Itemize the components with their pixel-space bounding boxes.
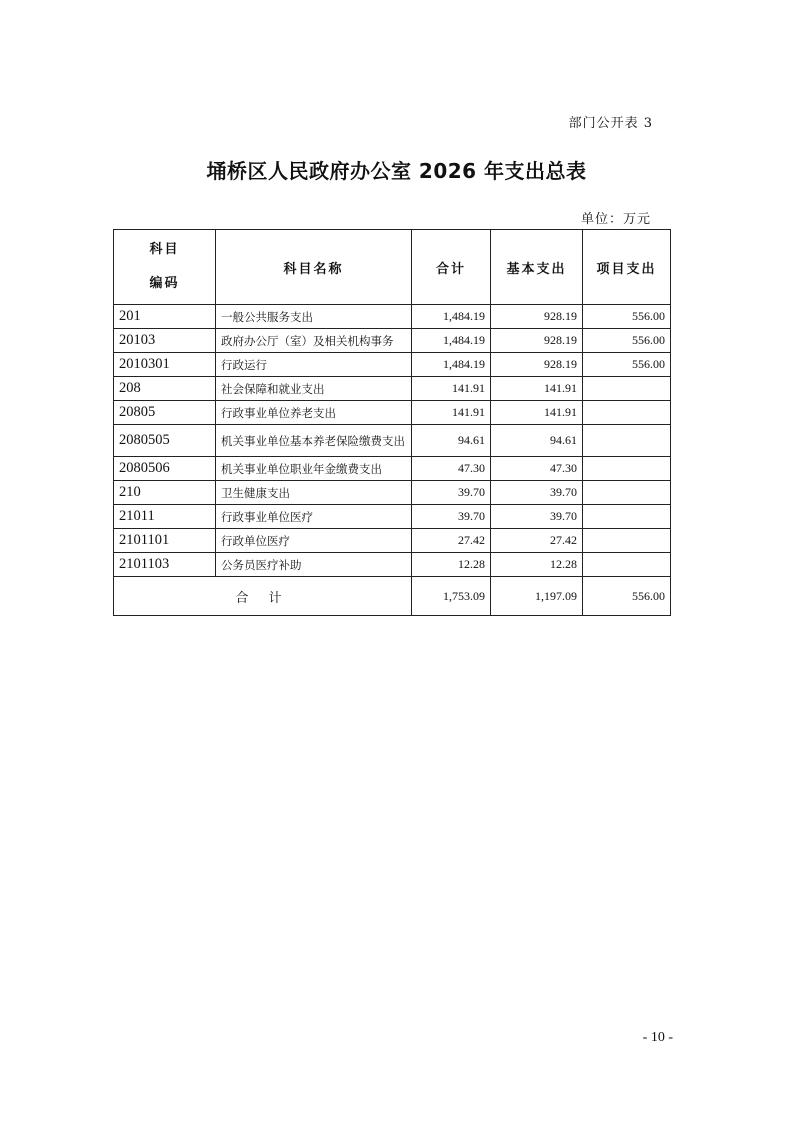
- expenditure-table: [113, 229, 671, 616]
- row-name: 行政单位医疗: [216, 529, 412, 553]
- row-basic: 928.19: [491, 305, 583, 329]
- row-name: 行政运行: [216, 353, 412, 377]
- row-code: 2010301: [114, 353, 216, 377]
- row-basic: 928.19: [491, 329, 583, 353]
- row-basic: 928.19: [491, 353, 583, 377]
- table-row: [114, 529, 671, 553]
- row-code: 2101103: [114, 553, 216, 577]
- row-total: 39.70: [412, 505, 491, 529]
- row-project: 556.00: [583, 305, 671, 329]
- row-code: 2080506: [114, 457, 216, 481]
- header-subject-name: 科目名称: [216, 230, 412, 305]
- row-project: [583, 529, 671, 553]
- row-project: [583, 401, 671, 425]
- page-number: - 10 -: [642, 1030, 673, 1045]
- row-name: 机关事业单位职业年金缴费支出: [216, 457, 412, 481]
- row-name: 行政事业单位医疗: [216, 505, 412, 529]
- total-row: [114, 577, 671, 616]
- table-row: [114, 353, 671, 377]
- row-name: 公务员医疗补助: [216, 553, 412, 577]
- table-header-row: [114, 230, 671, 305]
- row-code: 20805: [114, 401, 216, 425]
- total-label: 合 计: [114, 577, 412, 616]
- row-total: 94.61: [412, 425, 491, 457]
- row-basic: 94.61: [491, 425, 583, 457]
- header-total: 合计: [412, 230, 491, 305]
- row-name: 机关事业单位基本养老保险缴费支出: [216, 425, 412, 457]
- row-basic: 39.70: [491, 505, 583, 529]
- header-project: 项目支出: [583, 230, 671, 305]
- row-name: 一般公共服务支出: [216, 305, 412, 329]
- row-code: 20103: [114, 329, 216, 353]
- table-row: [114, 401, 671, 425]
- row-total: 1,484.19: [412, 353, 491, 377]
- row-name: 行政事业单位养老支出: [216, 401, 412, 425]
- table-row: [114, 305, 671, 329]
- row-code: 21011: [114, 505, 216, 529]
- header-code-bottom: 编码: [149, 276, 180, 291]
- row-basic: 12.28: [491, 553, 583, 577]
- page-title: 埇桥区人民政府办公室 2026 年支出总表: [206, 159, 587, 183]
- table-row: [114, 377, 671, 401]
- unit-label: 单位：万元: [580, 212, 651, 227]
- table-row: [114, 481, 671, 505]
- row-basic: 47.30: [491, 457, 583, 481]
- table-row: [114, 425, 671, 457]
- row-code: 208: [114, 377, 216, 401]
- row-project: [583, 377, 671, 401]
- row-basic: 39.70: [491, 481, 583, 505]
- row-total: 141.91: [412, 401, 491, 425]
- row-name: 卫生健康支出: [216, 481, 412, 505]
- total-project: 556.00: [583, 577, 671, 616]
- table-row: [114, 329, 671, 353]
- row-project: 556.00: [583, 353, 671, 377]
- row-total: 47.30: [412, 457, 491, 481]
- row-code: 2080505: [114, 425, 216, 457]
- row-project: [583, 425, 671, 457]
- row-project: [583, 481, 671, 505]
- total-sum: 1,753.09: [412, 577, 491, 616]
- row-code: 201: [114, 305, 216, 329]
- row-name: 社会保障和就业支出: [216, 377, 412, 401]
- row-project: 556.00: [583, 329, 671, 353]
- table-row: [114, 457, 671, 481]
- header-code-top: 科目: [149, 242, 180, 257]
- header-basic: 基本支出: [491, 230, 583, 305]
- row-project: [583, 553, 671, 577]
- row-code: 2101101: [114, 529, 216, 553]
- row-basic: 141.91: [491, 401, 583, 425]
- row-total: 27.42: [412, 529, 491, 553]
- row-name: 政府办公厅（室）及相关机构事务: [216, 329, 412, 353]
- row-basic: 27.42: [491, 529, 583, 553]
- row-project: [583, 457, 671, 481]
- row-code: 210: [114, 481, 216, 505]
- row-total: 141.91: [412, 377, 491, 401]
- total-basic: 1,197.09: [491, 577, 583, 616]
- row-total: 12.28: [412, 553, 491, 577]
- row-basic: 141.91: [491, 377, 583, 401]
- row-project: [583, 505, 671, 529]
- row-total: 1,484.19: [412, 305, 491, 329]
- table-label: 部门公开表 3: [568, 116, 653, 131]
- header-subject-code: [114, 230, 216, 305]
- table-row: [114, 505, 671, 529]
- row-total: 39.70: [412, 481, 491, 505]
- table-row: [114, 553, 671, 577]
- row-total: 1,484.19: [412, 329, 491, 353]
